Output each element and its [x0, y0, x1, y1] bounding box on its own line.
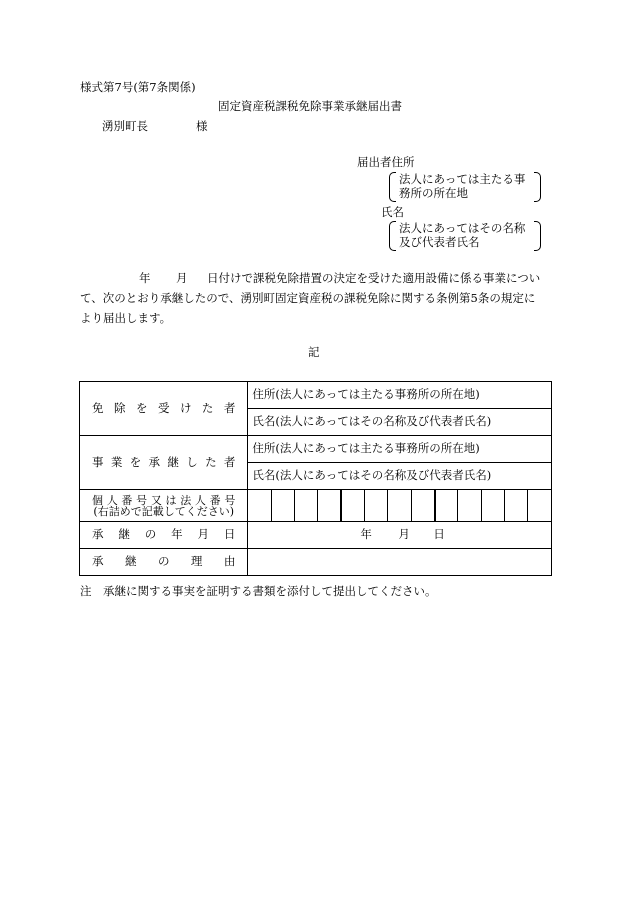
successor-label: 事 業 を 承 継 し た 者 — [92, 454, 236, 469]
id-digit-box[interactable] — [248, 490, 271, 522]
date-year-label: 年 — [360, 527, 372, 541]
applicant-address-note-line2: 務所の所在地 — [399, 186, 468, 200]
id-digit-box[interactable] — [528, 490, 552, 522]
applicant-name-note-line2: 及び代表者氏名 — [399, 235, 480, 249]
applicant-name-label: 氏名 — [381, 205, 404, 219]
addressee-honorific: 様 — [196, 119, 208, 133]
id-number-instruction: (右詰めで記載してください) — [93, 504, 234, 518]
id-number-label: 個 人 番 号 又 は 法 人 番 号 — [92, 493, 236, 507]
id-digit-box[interactable] — [458, 490, 481, 522]
applicant-address-note-line1: 法人にあっては主たる事 — [399, 172, 526, 186]
body-text-line3: より届出します。 — [80, 311, 172, 325]
ki-heading: 記 — [308, 345, 320, 359]
form-number: 様式第7号(第7条関係) — [80, 80, 196, 94]
body-month: 月 — [176, 271, 188, 285]
id-number-label-cell — [80, 490, 248, 522]
id-digit-box[interactable] — [295, 490, 318, 522]
succession-reason-label-cell — [80, 549, 248, 576]
id-digit-box[interactable] — [505, 490, 528, 522]
succession-table — [79, 381, 552, 576]
exempt-party-label-cell — [80, 382, 248, 436]
succession-date-label-cell — [80, 522, 248, 549]
successor-name-field[interactable]: 氏名(法人にあってはその名称及び代表者氏名) — [248, 463, 552, 490]
id-digit-box[interactable] — [411, 490, 434, 522]
addressee-name: 湧別町長 — [102, 119, 148, 133]
body-text-line2: て、次のとおり承継したので、湧別町固定資産税の課税免除に関する条例第5条の規定に — [80, 291, 536, 305]
exempt-address-field[interactable]: 住所(法人にあっては主たる事務所の所在地) — [248, 382, 552, 409]
applicant-name-bracket — [389, 221, 541, 249]
id-digit-box[interactable] — [318, 490, 341, 522]
id-digit-box[interactable] — [481, 490, 504, 522]
attachment-note: 注 承継に関する事実を証明する書類を添付して提出してください。 — [80, 584, 437, 598]
date-month-label: 月 — [398, 527, 410, 541]
succession-date-field[interactable] — [248, 522, 552, 549]
applicant-address-label: 届出者住所 — [357, 155, 415, 169]
exempt-name-field[interactable]: 氏名(法人にあってはその名称及び代表者氏名) — [248, 409, 552, 436]
id-digit-box[interactable] — [388, 490, 411, 522]
id-digit-box[interactable] — [341, 490, 364, 522]
body-year: 年 — [139, 271, 151, 285]
id-digit-box[interactable] — [271, 490, 294, 522]
succession-reason-label: 承 継 の 理 由 — [92, 554, 236, 569]
succession-reason-field[interactable] — [248, 549, 552, 576]
date-day-label: 日 — [433, 527, 445, 541]
successor-label-cell — [80, 436, 248, 490]
successor-address-field[interactable]: 住所(法人にあっては主たる事務所の所在地) — [248, 436, 552, 463]
applicant-address-bracket — [389, 172, 541, 200]
body-text-line1: 日付けで課税免除措置の決定を受けた適用設備に係る事業につい — [207, 271, 541, 285]
id-digit-box[interactable] — [365, 490, 388, 522]
succession-date-label: 承 継 の 年 月 日 — [92, 527, 236, 542]
exempt-party-label: 免 除 を 受 け た 者 — [92, 400, 236, 415]
applicant-name-note-line1: 法人にあってはその名称 — [399, 221, 526, 235]
id-digit-box[interactable] — [435, 490, 458, 522]
document-title: 固定資産税課税免除事業承継届出書 — [218, 99, 402, 113]
